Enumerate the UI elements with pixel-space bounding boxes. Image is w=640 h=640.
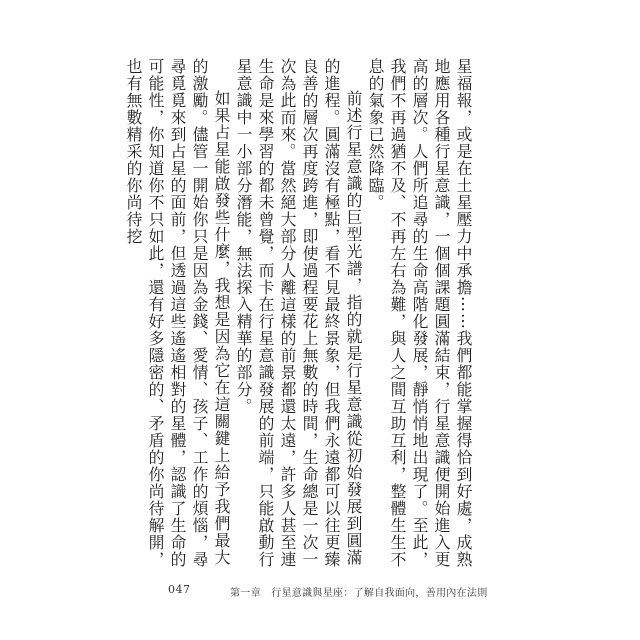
paragraph-1: 星福報，或是在土星壓力中承擔⋯⋯我們都能掌握得恰到好處，成熟地應用各種行星意識，一個個課題圓滿結束，行星意識便開始進入更高的層次。人們所追尋的生命高階化發展，靜悄悄地出現了。至此，我們不再過猶不及、不再左右為難，與人之間互助互利，整體生生不息的氣象已然降臨。	[366, 58, 473, 568]
paragraph-3: 如果占星能啟發些什麼，我想是因為它在這關鍵上給予我們最大的激勵。儘管一開始你只是因為金錢、愛情、孩子、工作的煩惱，尋尋覓覓來到占星的面前，但透過這些遙遙相對的星體，認識了生命的可能性，你知道你不只如此，還有好多隱密的、矛盾的你尚待解開，也有無數精采的你尚待挖	[124, 58, 231, 568]
paragraph-2: 前述行星意識的巨型光譜，指的就是行星意識從初始發展到圓滿的進程。圓滿沒有極點，看不見最終景象，但我們永遠都可以往更臻良善的層次再度跨進，即使過程要花上無數的時間，生命總是一次一次為此而來。當然絕大部分人離這樣的前景都還太遠，許多人甚至連生命是來學習的都未曾覺，而卡在行星意識發展的前端，只能啟動行星意識中一小部分潛能，無法探入精華的部分。	[234, 58, 363, 568]
page-number: 047	[168, 583, 191, 596]
page-footer	[168, 583, 498, 599]
running-header: 第一章 行星意識與星座：了解自我面向，善用內在法則	[230, 588, 488, 599]
body-text	[124, 58, 474, 578]
